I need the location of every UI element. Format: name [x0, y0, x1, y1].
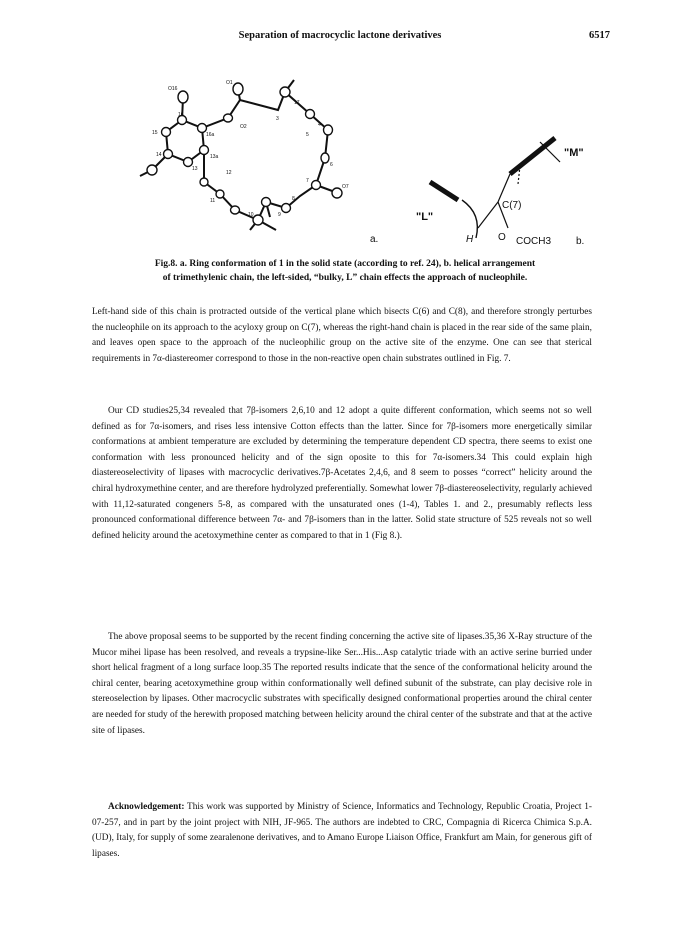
acknowledgement-text — [92, 800, 592, 862]
helix-label-h: H — [466, 234, 474, 245]
atom-label: 11 — [210, 198, 216, 204]
atom-label: O16 — [168, 86, 178, 92]
atom-label: 8 — [292, 196, 295, 202]
atom-label: 3 — [276, 116, 279, 122]
paragraph-1 — [92, 305, 592, 367]
atom-label: 17 — [294, 100, 300, 106]
atom-label: 13 — [192, 166, 198, 172]
atom-label: 15 — [152, 130, 158, 136]
acknowledgement-body: This work was supported by Ministry of Science, Informatics and Technology, Republic Croatia, Project 1-07-257, and in part by the joint project with NIH, JF-965. The authors are indebted to CRC, Compagnia di Ricerca Chimica S.p.A. (UD), Italy, for supply of some zearalenone derivatives, and to Amano Europe Liaison Office, Frankfurt am Main, for generous gift of lipases. — [92, 802, 592, 859]
figure-8 — [80, 70, 600, 255]
atom-label: 6 — [330, 162, 333, 168]
helix-label-o: O — [498, 232, 506, 243]
atom-label: O2 — [240, 124, 247, 130]
atom-label: 16 — [178, 112, 184, 118]
ortep-atoms — [147, 83, 342, 225]
atom-label: 7 — [306, 178, 309, 184]
figure-caption — [95, 257, 595, 285]
page-header — [0, 30, 680, 46]
paragraph-text: The above proposal seems to be supported by the recent finding concerning the active site of lipases.35,36 X-Ray structure of the Mucor mihei lipase has been resolved, and reveals a trypsine-like Ser...His...Asp catalytic triade with an active serine burried under short helical fragment of a long surface loop.35 The reported results indicate that the sence of the conformational helicity around the chiral center, bearing acetoxymethine group within conformationally well defined subunit of the substrate, can play decisive role in stereoselection by lipases. Other macrocyclic substrates with specifically designed conformational properties around the chiral center are needed for study of the herewith proposed matching between helicity around the chiral center of the substrate and that at the active site of lipases. — [92, 632, 592, 736]
atom-label: 5 — [306, 132, 309, 138]
atom-label: 14 — [156, 152, 162, 158]
panel-a-label: a. — [370, 234, 379, 245]
caption-line-1: Fig.8. a. Ring conformation of 1 in the solid state (according to ref. 24), b. helical arrangement — [154, 259, 536, 269]
acknowledgement — [92, 800, 592, 862]
paragraph-3 — [92, 630, 592, 739]
atom-label: O1 — [226, 80, 233, 86]
atom-label: 12 — [226, 170, 232, 176]
caption-line-2: of trimethylenic chain, the left-sided, “bulky, L” chain effects the approach of nucleophile. — [162, 273, 528, 283]
helix-label-acetyl: COCH3 — [516, 236, 552, 247]
atom-label: O7 — [342, 184, 349, 190]
atom-label: 16a — [206, 132, 215, 138]
paragraph-text: Left-hand side of this chain is protracted outside of the vertical plane which bisects C(6) and C(8), and therefore strongly perturbes the nucleophile on its approach to the acyloxy group on C(7), whereas the right-hand chain is placed in the rear side of the same plain, and leaves open space to the approach of the nucleophilic group on the active site of the enzyme. One can see that sterical requirements in 7α-diastereomer correspond to those in the non-reactive open chain substrates outlined in Fig. 7. — [92, 307, 592, 364]
helix-label-l: "L" — [416, 211, 434, 223]
running-title: Separation of macrocyclic lactone derivatives — [238, 30, 442, 41]
helix-diagram — [430, 138, 560, 238]
atom-label: 4 — [318, 122, 321, 128]
paragraph-2 — [92, 404, 592, 544]
paragraph-text: Our CD studies25,34 revealed that 7β-isomers 2,6,10 and 12 adopt a quite different conformation, which seems not so well defined as for 7α-isomers, and rises less intensive Cotton effects than the latter. Since for 7β-isomers more energetically similar conformations at ambient temperature are excluded by determining the temperature dependent CD spectra, there seems to exist one conformation with less pronounced helicity and of the sign oposite to this for 7α-isomers.34 This could explain high diastereoselectivity of lipases with macrocyclic derivatives.7β-Acetates 2,4,6, and 8 seem to posses “correct” helicity around the chiral hydroxymethine center, and are therefore hydrolyzed preferentially. Somewhat lower 7β-diastereoselectivity, regularly achieved with 11,12-saturated congeners 5-8, as compared with the unsaturated ones (1-4), Tables 1. and 2., presumably reflects less pronounced conformational difference between 7α- and 7β-isomers than in the latter. Solid state structure of 525 reveals not so well defined helicity around the acetoxymethine center as compared to that in 1 (Fig 8.). — [92, 406, 592, 541]
page-number: 6517 — [589, 30, 610, 41]
acknowledgement-label: Acknowledgement: — [108, 802, 185, 812]
atom-label: 13a — [210, 154, 219, 160]
helix-label-c7: C(7) — [502, 200, 522, 211]
panel-b-label: b. — [576, 236, 585, 247]
atom-label: 10 — [248, 212, 254, 218]
atom-label: 9 — [278, 212, 281, 218]
helix-label-m: "M" — [564, 147, 584, 159]
